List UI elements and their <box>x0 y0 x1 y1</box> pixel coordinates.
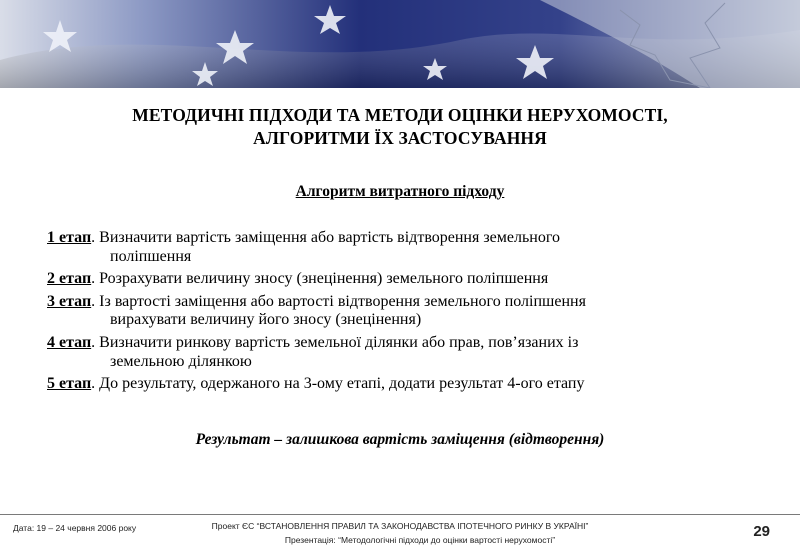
footer-presentation: Презентація: “Методологічні підходи до оцінки вартості нерухомості” <box>284 535 556 545</box>
footer-project: Проект ЄС “ВСТАНОВЛЕННЯ ПРАВИЛ ТА ЗАКОНОДАВСТВА ІПОТЕЧНОГО РИНКУ В УКРАЇНІ” <box>211 521 589 531</box>
result-statement: Результат – залишкова вартість заміщення (відтворення) <box>195 431 605 448</box>
step-label: 4 етап <box>47 333 92 351</box>
step-label: 5 етап <box>47 375 92 393</box>
footer-date: Дата: 19 – 24 червня 2006 року <box>13 523 137 533</box>
page-title <box>0 104 800 150</box>
steps-list <box>47 229 767 398</box>
step-2 <box>47 270 767 289</box>
step-1 <box>47 229 767 266</box>
step-text-continued: вирахувати величину його зносу (знецінення) <box>110 311 422 329</box>
step-text: . Із вартості заміщення або вартості відтворення земельного поліпшення <box>91 292 586 310</box>
step-text: . Визначити вартість заміщення або вартість відтворення земельного <box>91 229 560 246</box>
title-line-1: МЕТОДИЧНІ ПІДХОДИ ТА МЕТОДИ ОЦІНКИ НЕРУХОМОСТІ, <box>132 105 668 125</box>
eu-flag-banner <box>0 0 800 88</box>
step-text: . До результату, одержаного на 3-ому етапі, додати результат 4-ого етапу <box>91 375 585 393</box>
step-text: . Визначити ринкову вартість земельної ділянки або прав, пов’язаних із <box>91 333 579 351</box>
step-text: . Розрахувати величину зносу (знецінення) земельного поліпшення <box>91 270 549 288</box>
footer-divider <box>0 514 800 515</box>
step-label: 1 етап <box>47 229 92 246</box>
step-3 <box>47 293 767 330</box>
step-label: 3 етап <box>47 292 92 310</box>
step-4 <box>47 334 767 371</box>
page-number: 29 <box>753 523 770 540</box>
step-text-continued: поліпшення <box>110 247 192 265</box>
step-5 <box>47 375 767 394</box>
step-text-continued: земельною ділянкою <box>110 352 252 370</box>
eu-flag-image <box>0 0 800 88</box>
step-label: 2 етап <box>47 270 92 288</box>
section-subtitle: Алгоритм витратного підходу <box>295 183 505 200</box>
title-line-2: АЛГОРИТМИ ЇХ ЗАСТОСУВАННЯ <box>253 128 547 148</box>
